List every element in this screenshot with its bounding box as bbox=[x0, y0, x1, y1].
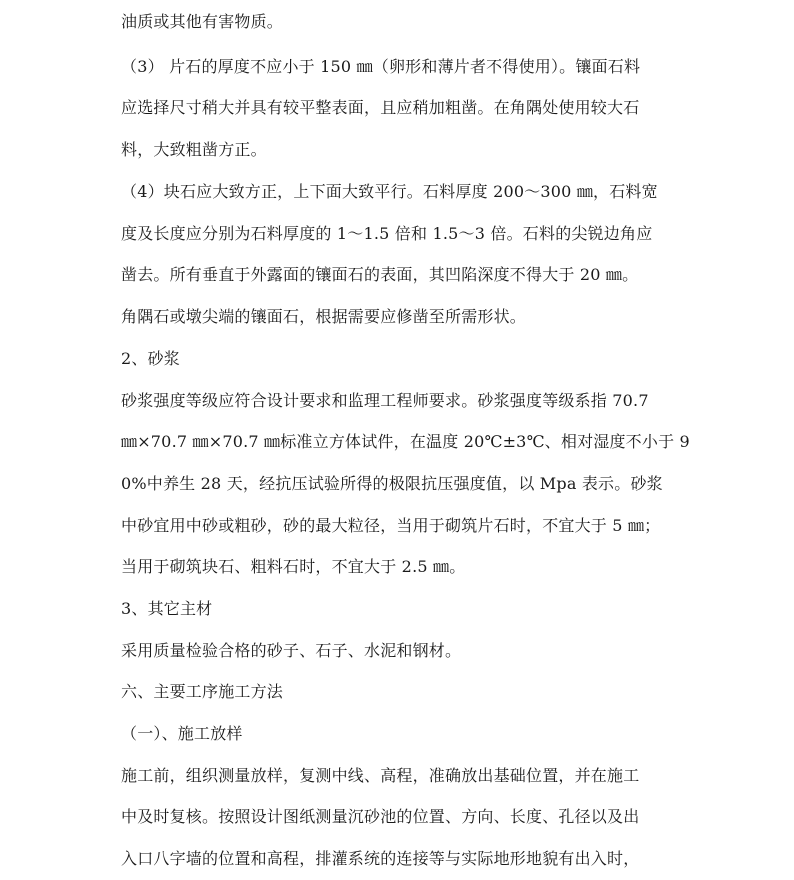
section-heading: 六、主要工序施工方法 bbox=[121, 682, 284, 701]
text-line: 采用质量检验合格的砂子、石子、水泥和钢材。 bbox=[121, 641, 462, 660]
text-line: ㎜×70.7 ㎜×70.7 ㎜标准立方体试件，在温度 20℃±3℃、相对湿度不小于 9 bbox=[121, 432, 690, 451]
text-line: 角隅石或墩尖端的镶面石，根据需要应修凿至所需形状。 bbox=[121, 307, 527, 326]
text-line: 入口八字墙的位置和高程，排灌系统的连接等与实际地形地貌有出入时， bbox=[121, 849, 640, 868]
text-line: 油质或其他有害物质。 bbox=[121, 12, 284, 31]
text-line: 度及长度应分别为石料厚度的 1～1.5 倍和 1.5～3 倍。石料的尖锐边角应 bbox=[121, 224, 653, 243]
text-line: 当用于砌筑块石、粗料石时，不宜大于 2.5 ㎜。 bbox=[121, 557, 466, 576]
text-line: 0%中养生 28 天，经抗压试验所得的极限抗压强度值，以 Mpa 表示。砂浆 bbox=[121, 474, 663, 493]
text-line: 砂浆强度等级应符合设计要求和监理工程师要求。砂浆强度等级系指 70.7 bbox=[121, 391, 649, 410]
text-line: （3） 片石的厚度不应小于 150 ㎜（卵形和薄片者不得使用）。镶面石料 bbox=[121, 57, 641, 76]
text-line: 中及时复核。按照设计图纸测量沉砂池的位置、方向、长度、孔径以及出 bbox=[121, 807, 640, 826]
text-line: 中砂宜用中砂或粗砂，砂的最大粒径，当用于砌筑片石时，不宜大于 5 ㎜； bbox=[121, 516, 661, 535]
text-line: 应选择尺寸稍大并具有较平整表面，且应稍加粗凿。在角隅处使用较大石 bbox=[121, 98, 640, 117]
text-line: 料，大致粗凿方正。 bbox=[121, 140, 267, 159]
text-line: 凿去。所有垂直于外露面的镶面石的表面，其凹陷深度不得大于 20 ㎜。 bbox=[121, 265, 639, 284]
text-line: （4）块石应大致方正，上下面大致平行。石料厚度 200～300 ㎜，石料宽 bbox=[121, 182, 658, 201]
section-heading: 2、砂浆 bbox=[121, 349, 180, 368]
section-heading: 3、其它主材 bbox=[121, 599, 213, 618]
text-line: 施工前，组织测量放样，复测中线、高程，准确放出基础位置，并在施工 bbox=[121, 766, 640, 785]
subsection-heading: （一）、施工放样 bbox=[121, 724, 243, 743]
